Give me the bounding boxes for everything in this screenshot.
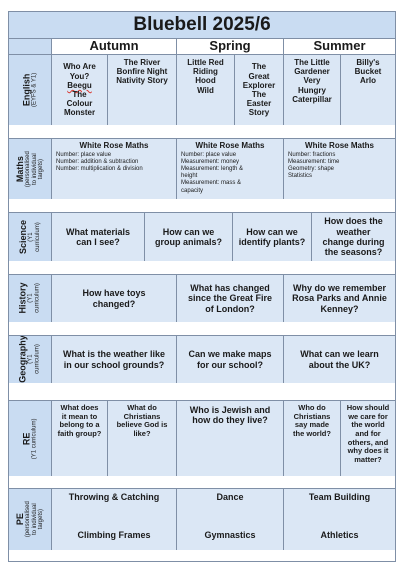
question-line: like? — [133, 428, 151, 438]
book-line: You? — [69, 71, 90, 81]
re-label-text — [22, 418, 38, 459]
question-line: Christians — [123, 411, 161, 421]
question-line: and for — [355, 428, 381, 438]
row-spacer — [8, 261, 396, 275]
row-spacer — [8, 199, 396, 213]
question-line: What do — [127, 403, 157, 412]
english-book-6 — [340, 54, 396, 126]
season-label: Summer — [313, 38, 366, 54]
row-spacer — [8, 383, 396, 401]
question-line: What has changed — [190, 282, 270, 293]
pe-label — [8, 488, 52, 551]
book-line: Gardener — [294, 67, 330, 77]
geography-spring — [176, 335, 284, 384]
book-line: Who Are — [63, 62, 96, 72]
question-line: Can we make maps — [188, 349, 272, 360]
re-q3 — [176, 400, 284, 477]
question-line: Kenney? — [320, 303, 359, 314]
book-line: Great — [248, 71, 270, 81]
re-q2 — [107, 400, 177, 477]
question-line: the world? — [293, 428, 331, 438]
book-text — [243, 62, 275, 117]
english-book-4 — [234, 54, 284, 126]
subject-note: (EYFS & Y1) — [31, 72, 38, 108]
book-line: The — [251, 62, 267, 72]
maths-topic: Number: addition & subtraction — [56, 158, 139, 165]
book-line: Easter — [246, 99, 272, 109]
question-text — [239, 227, 306, 248]
question-text — [63, 349, 165, 370]
geography-label — [8, 335, 52, 384]
subject-note: to individual — [31, 153, 38, 185]
question-line: can I see? — [76, 237, 120, 247]
question-line: faith group? — [57, 428, 102, 438]
book-line: Monster — [63, 108, 96, 118]
maths-topic: Statistics — [288, 173, 313, 180]
pe-label-text — [16, 501, 44, 537]
question-line: identify plants? — [238, 237, 306, 247]
question-text — [293, 404, 331, 439]
row-spacer — [8, 125, 396, 139]
question-line: say made — [294, 420, 330, 430]
geography-autumn — [51, 335, 177, 384]
book-line: The Little — [294, 58, 330, 67]
question-text — [58, 404, 102, 439]
geography-label-text — [19, 336, 41, 384]
question-text — [117, 404, 168, 439]
question-text — [155, 227, 222, 248]
book-line: Colour — [66, 99, 93, 109]
question-line: how do they live? — [192, 415, 268, 426]
english-label — [8, 54, 52, 126]
question-line: in our school grounds? — [63, 359, 165, 370]
maths-label-text — [16, 151, 44, 187]
subject-note: targets) — [37, 509, 44, 530]
subject-name: PE — [14, 513, 25, 526]
season-autumn — [51, 38, 177, 55]
maths-topic: height — [181, 173, 198, 180]
pe-activity: Throwing & Catching — [68, 492, 160, 502]
subject-note: (Y1 — [28, 354, 35, 365]
season-label: Autumn — [89, 38, 139, 54]
re-q5 — [340, 400, 396, 477]
english-book-3 — [176, 54, 235, 126]
maths-topic: Number: place value — [56, 151, 112, 158]
question-line: What is the weather like — [62, 349, 166, 360]
question-line: How have toys — [82, 288, 146, 299]
book-text — [292, 58, 332, 104]
question-line: for our school? — [196, 359, 263, 370]
book-line: Bucket — [354, 67, 382, 77]
pe-autumn — [51, 488, 177, 551]
book-text — [63, 62, 96, 117]
title-text: Bluebell 2025/6 — [133, 14, 271, 36]
book-line: Riding — [193, 67, 218, 77]
maths-topic: Geometry: shape — [288, 165, 335, 172]
maths-topic: Number: fractions — [288, 151, 336, 158]
maths-topic: Number: multiplication & division — [56, 165, 143, 172]
subject-note: curriculum) — [34, 283, 41, 314]
history-autumn — [51, 274, 177, 323]
question-line: the world — [351, 420, 385, 430]
book-line: The — [251, 90, 267, 99]
subject-name: RE — [21, 432, 32, 445]
subject-note: (personalised — [25, 501, 32, 538]
book-line: Explorer — [242, 80, 276, 90]
question-line: believe God is — [116, 420, 168, 430]
question-line: Who is Jewish and — [189, 405, 271, 415]
question-line: belong to a — [59, 420, 100, 430]
maths-topic: Number: place value — [181, 151, 237, 158]
pe-activity: Dance — [216, 492, 244, 502]
science-q3 — [232, 212, 312, 262]
question-text — [188, 283, 272, 314]
question-line: How can we — [246, 226, 298, 237]
question-text — [322, 216, 384, 257]
question-line: Why do we remember — [292, 282, 386, 293]
book-line: Hood — [195, 76, 216, 86]
book-text — [187, 58, 223, 95]
season-summer — [283, 38, 396, 55]
science-q1 — [51, 212, 145, 262]
question-line: matter? — [354, 454, 382, 464]
science-label-text — [19, 220, 41, 254]
subject-note: to individual — [31, 503, 38, 536]
pe-activity: Gymnastics — [204, 529, 256, 540]
subject-name: Geography — [17, 335, 28, 384]
book-text — [355, 58, 382, 86]
subject-note: (Y1 — [28, 293, 35, 304]
season-spring — [176, 38, 284, 55]
book-text — [116, 58, 168, 86]
subject-note: (Y1 — [28, 232, 35, 242]
subject-name: Science — [17, 219, 28, 255]
question-line: it mean to — [61, 411, 98, 421]
book-line: Nativity Story — [116, 76, 168, 86]
maths-topic: capacity — [181, 187, 204, 194]
row-spacer — [8, 550, 396, 562]
question-line: How can we — [162, 226, 215, 237]
question-line: group animals? — [154, 237, 222, 247]
question-text — [66, 227, 130, 248]
science-q4 — [311, 212, 396, 262]
question-line: of London? — [205, 303, 255, 314]
question-line: Christians — [293, 411, 331, 421]
maths-heading: White Rose Maths — [305, 141, 374, 150]
science-q2 — [144, 212, 233, 262]
pe-activity: Climbing Frames — [77, 529, 151, 540]
maths-summer — [283, 138, 396, 200]
subject-note: curriculum) — [34, 344, 41, 375]
english-book-1 — [51, 54, 108, 126]
book-line: The River — [123, 58, 161, 67]
book-line: Story — [248, 108, 270, 118]
question-text — [82, 288, 145, 309]
question-line: What materials — [65, 226, 131, 237]
maths-label — [8, 138, 52, 200]
re-label — [8, 400, 52, 477]
re-q1 — [51, 400, 108, 477]
maths-heading: White Rose Maths — [79, 141, 149, 150]
book-line: Wild — [197, 85, 214, 95]
question-text — [190, 405, 271, 426]
book-line: Hungry — [297, 85, 326, 95]
maths-topic: Measurement: mass & — [181, 180, 242, 187]
question-line: since the Great Fire — [187, 293, 273, 304]
question-line: the seasons? — [324, 247, 383, 258]
maths-topic: Measurement: time — [288, 158, 340, 165]
history-label — [8, 274, 52, 323]
maths-topic: Measurement: money — [181, 158, 240, 165]
pe-spring — [176, 488, 284, 551]
question-text — [347, 404, 390, 464]
english-book-5 — [283, 54, 341, 126]
book-line: Caterpillar — [292, 94, 332, 104]
subject-note: curriculum) — [34, 222, 41, 252]
subject-note: (personalised — [25, 150, 32, 188]
book-line: Very — [303, 76, 321, 86]
re-q4 — [283, 400, 341, 477]
english-book-2 — [107, 54, 177, 126]
book-line: The — [72, 90, 87, 99]
question-line: weather — [336, 226, 371, 237]
history-spring — [176, 274, 284, 323]
pe-activity: Athletics — [320, 529, 359, 540]
question-line: we care for — [348, 411, 388, 421]
maths-heading: White Rose Maths — [195, 141, 265, 150]
question-line: What does — [60, 403, 99, 412]
pe-activity: Team Building — [308, 492, 371, 502]
question-text — [188, 349, 271, 370]
question-line: why does it — [347, 446, 389, 456]
subject-name: English — [21, 73, 32, 107]
question-line: What can we learn — [300, 349, 379, 360]
question-line: others, and — [347, 437, 389, 447]
geography-summer — [283, 335, 396, 384]
maths-spring — [176, 138, 284, 200]
maths-topic: Measurement: length & — [181, 165, 244, 172]
row-spacer — [8, 322, 396, 336]
page-title — [8, 11, 396, 39]
question-line: Rosa Parks and Annie — [292, 293, 387, 304]
subject-note: (Y1 curriculum) — [31, 418, 38, 459]
question-line: How does the — [324, 216, 383, 227]
book-line: Billy's — [356, 58, 380, 67]
question-text — [300, 349, 379, 370]
question-line: Who do — [298, 403, 326, 412]
subject-name: Maths — [14, 155, 25, 183]
header-corner — [8, 38, 52, 55]
book-line: Arlo — [360, 76, 376, 86]
question-line: changed? — [92, 298, 136, 309]
book-line-flagged: Beegu — [67, 80, 92, 90]
subject-note: targets) — [37, 158, 44, 180]
science-label — [8, 212, 52, 262]
pe-summer — [283, 488, 396, 551]
question-line: change during — [322, 237, 385, 247]
history-label-text — [19, 283, 41, 314]
english-label-text — [22, 73, 38, 107]
season-label: Spring — [209, 38, 251, 54]
subject-name: History — [17, 282, 28, 315]
maths-autumn — [51, 138, 177, 200]
question-text — [292, 283, 387, 314]
book-line: Bonfire Night — [116, 67, 168, 77]
book-line: Little Red — [187, 58, 224, 67]
question-line: How should — [346, 403, 390, 412]
question-line: about the UK? — [308, 359, 371, 370]
history-summer — [283, 274, 396, 323]
